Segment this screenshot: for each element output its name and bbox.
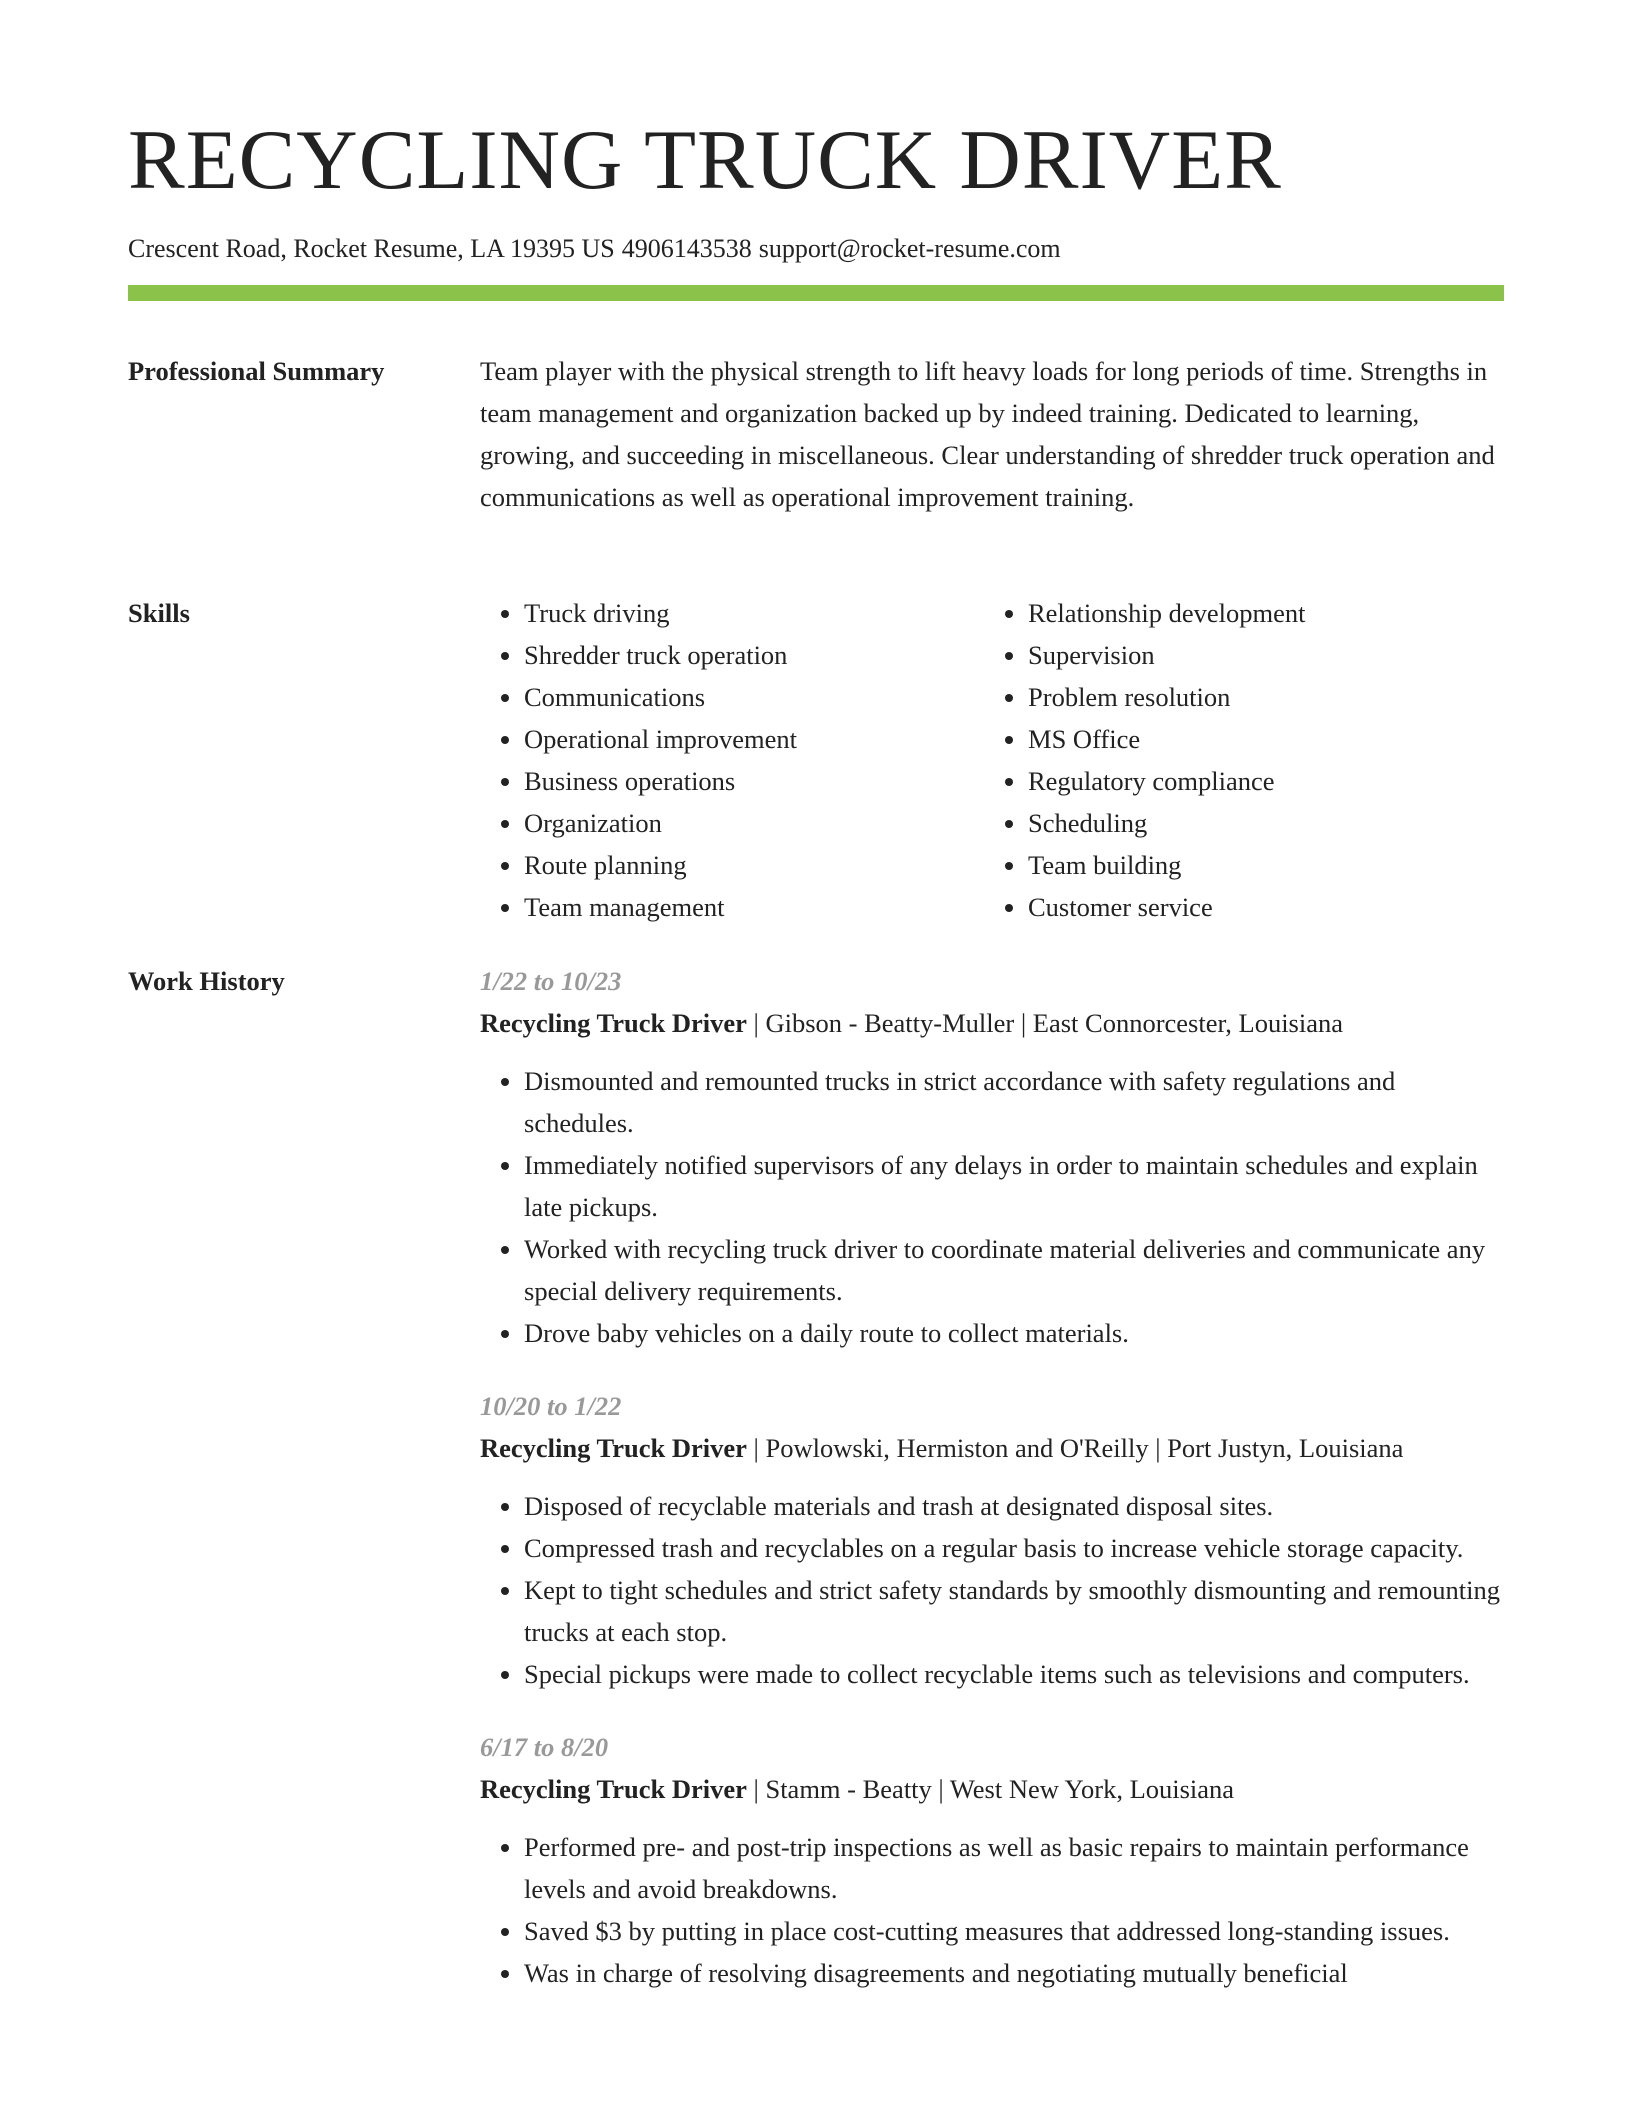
skill-item: • Problem resolution [1028, 676, 1488, 718]
skill-item: • Operational improvement [524, 718, 984, 760]
job-dates: 1/22 to 10/23 [480, 966, 622, 996]
summary-text: Team player with the physical strength to lift heavy loads for long periods of time. Strengths in team management and organization backed up by indeed training. Dedicated to learning, growing, and succeeding in miscellaneous. Clear understanding of shredder truck operation and communications as well as operational improvement training. [480, 356, 1495, 512]
skill-item: • Team management [524, 886, 984, 928]
skill-item: • Scheduling [1028, 802, 1488, 844]
job-entry [480, 1385, 1504, 1695]
job-title: Recycling Truck Driver [480, 1774, 747, 1804]
skills-list [480, 592, 1504, 928]
job-entry [480, 960, 1504, 1354]
job-dates: 6/17 to 8/20 [480, 1732, 609, 1762]
resume-title: RECYCLING TRUCK DRIVER [128, 113, 1282, 207]
job-bullet: • Immediately notified supervisors of any delays in order to maintain schedules and explain late pickups. [524, 1144, 1504, 1228]
work-history-entries [480, 960, 1504, 2025]
job-employer-location: | Gibson - Beatty-Muller | East Connorcester, Louisiana [753, 1008, 1344, 1038]
skill-item: • Business operations [524, 760, 984, 802]
job-bullet: • Saved $3 by putting in place cost-cutting measures that addressed long-standing issues. [524, 1910, 1504, 1952]
summary-body [480, 350, 1504, 518]
job-dates: 10/20 to 1/22 [480, 1391, 622, 1421]
job-employer-location: | Powlowski, Hermiston and O'Reilly | Port Justyn, Louisiana [753, 1433, 1404, 1463]
skill-item: • Communications [524, 676, 984, 718]
skill-item: • Regulatory compliance [1028, 760, 1488, 802]
skill-item: • Truck driving [524, 592, 984, 634]
job-title: Recycling Truck Driver [480, 1433, 747, 1463]
job-heading [480, 1427, 1504, 1469]
skill-item: • Supervision [1028, 634, 1488, 676]
skills-column-right [984, 592, 1488, 928]
skill-item: • Customer service [1028, 886, 1488, 928]
contact-line [128, 233, 1061, 265]
skills-column-left [480, 592, 984, 928]
job-heading [480, 1768, 1504, 1810]
job-bullets [480, 1826, 1504, 1994]
job-title: Recycling Truck Driver [480, 1008, 747, 1038]
contact-phone: 4906143538 [621, 234, 752, 263]
skills-heading: Skills [128, 598, 190, 628]
job-employer-location: | Stamm - Beatty | West New York, Louisiana [753, 1774, 1235, 1804]
summary-heading: Professional Summary [128, 356, 385, 386]
accent-divider [128, 285, 1504, 301]
skill-item: • Route planning [524, 844, 984, 886]
job-heading [480, 1002, 1504, 1044]
job-bullet: • Compressed trash and recyclables on a regular basis to increase vehicle storage capacity. [524, 1527, 1504, 1569]
job-bullet: • Was in charge of resolving disagreements and negotiating mutually beneficial [524, 1952, 1504, 1994]
skill-item: • Organization [524, 802, 984, 844]
job-bullet: • Worked with recycling truck driver to coordinate material deliveries and communicate any special delivery requirements. [524, 1228, 1504, 1312]
job-bullets [480, 1060, 1504, 1354]
work-history-heading: Work History [128, 966, 285, 996]
contact-email: support@rocket-resume.com [758, 234, 1061, 263]
skill-item: • Shredder truck operation [524, 634, 984, 676]
job-entry [480, 1726, 1504, 1994]
skill-item: • Relationship development [1028, 592, 1488, 634]
job-bullet: • Drove baby vehicles on a daily route to collect materials. [524, 1312, 1504, 1354]
job-bullet: • Special pickups were made to collect recyclable items such as televisions and computers. [524, 1653, 1504, 1695]
job-bullets [480, 1485, 1504, 1695]
skill-item: • Team building [1028, 844, 1488, 886]
job-bullet: • Performed pre- and post-trip inspections as well as basic repairs to maintain performance levels and avoid breakdowns. [524, 1826, 1504, 1910]
job-bullet: • Disposed of recyclable materials and trash at designated disposal sites. [524, 1485, 1504, 1527]
contact-address: Crescent Road, Rocket Resume, LA 19395 US [128, 234, 615, 263]
skill-item: • MS Office [1028, 718, 1488, 760]
job-bullet: • Kept to tight schedules and strict safety standards by smoothly dismounting and remounting trucks at each stop. [524, 1569, 1504, 1653]
job-bullet: • Dismounted and remounted trucks in strict accordance with safety regulations and schedules. [524, 1060, 1504, 1144]
